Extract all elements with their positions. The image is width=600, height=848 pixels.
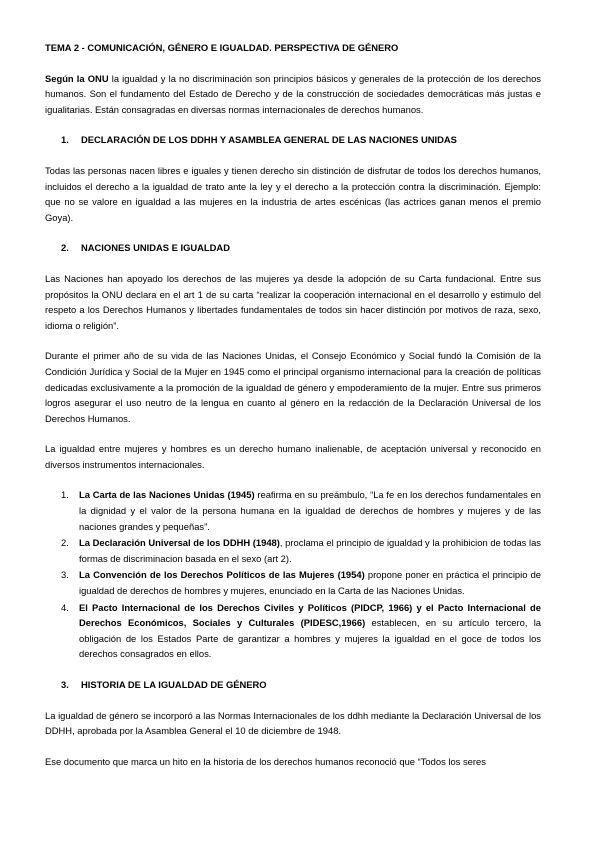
section-2-paragraph-3: La igualdad entre mujeres y hombres es un derecho humano inalienable, de aceptación universal y reconocido en diversos instrumentos internacionales. [45, 443, 541, 470]
list-item-bold: El Pacto Internacional de los Derechos Civiles y Políticos (PIDCP, 1966) y el Pacto Internacional de Derechos Económicos, Sociales y Culturales (PIDESC,1966) [79, 601, 541, 629]
section-2-paragraph-2: Durante el primer año de su vida de las Naciones Unidas, el Consejo Económico y Social fundó la Comisión de la Condición Jurídica y Social de la Mujer en 1945 como el principal organismo internacional para la creación de políticas dedicadas exclusivamente a la promoción de la igualdad de género y empoderamiento de la mujer. Entre sus primeros logros asegurar el uso neutro de la lengua en cuanto al género en la redacción de la Declaración Universal de los Derechos Humanos. [45, 350, 541, 424]
section-2-paragraph-1: Las Naciones han apoyado los derechos de las mujeres ya desde la adopción de su Carta fundacional. Entre sus propósitos la ONU declara en el art 1 de su carta “realizar la cooperación internacional en el desarrollo y estimulo del respeto a los Derechos Humanos y libertades fundamentales de todos sin hacer distinción por motivos de raza, sexo, idioma o religión”. [45, 272, 541, 331]
list-item-text: reafirma en su preámbulo, “La fe en los derechos fundamentales en la dignidad y el valor de la persona humana en la igualdad de derechos de hombres y mujeres y de las naciones grandes y pequeñas”. [79, 489, 541, 532]
section-3-title: HISTORIA DE LA IGUALDAD DE GÉNERO [81, 679, 267, 690]
list-item-body [79, 600, 541, 662]
list-item-text: , proclama el principio de igualdad y la prohibicion de todas las formas de discriminacion basada en el sexo (art 2). [79, 537, 541, 564]
list-item [45, 600, 541, 662]
section-2-number: 2. [61, 242, 69, 254]
section-2-title: NACIONES UNIDAS E IGUALDAD [81, 242, 230, 254]
section-2-heading [45, 240, 541, 256]
instruments-list [45, 487, 541, 662]
list-item-bold: La Carta de las Naciones Unidas (1945) [79, 489, 255, 501]
list-item-number: 3. [61, 569, 69, 581]
document-page [45, 40, 541, 784]
section-1-number: 1. [61, 134, 69, 146]
list-item-bold: La Convención de los Derechos Políticos de las Mujeres (1954) [79, 569, 365, 581]
list-item-body [79, 535, 541, 566]
section-3-paragraph-1: La igualdad de género se incorporó a las Normas Internacionales de los ddhh mediante la Declaración Universal de los DDHH, aprobada por la Asamblea General el 10 de diciembre de 1948. [45, 709, 541, 737]
list-item [45, 567, 541, 598]
section-3-paragraph-2: Ese documento que marca un hito en la historia de los derechos humanos reconoció que “Todos los seres [45, 755, 486, 767]
list-item [45, 487, 541, 534]
section-3-number: 3. [61, 679, 69, 690]
document-title: TEMA 2 - COMUNICACIÓN, GÉNERO E IGUALDAD. PERSPECTIVA DE GÉNERO [45, 42, 399, 53]
list-item-text: propone poner en práctica el principio de igualdad de derechos de hombres y mujeres, enunciado en la Carta de las Naciones Unidas. [79, 569, 541, 597]
list-item-number: 1. [61, 489, 69, 501]
list-item [45, 535, 541, 566]
list-item-number: 2. [61, 537, 69, 549]
list-item-number: 4. [61, 601, 69, 613]
section-1-heading [45, 132, 541, 148]
intro-text: la igualdad y la no discriminación son principios básicos y generales de la protección de los derechos humanos. Son el fundamento del Estado de Derecho y de la construcción de sociedades democráticas más justas e igualitarias. Están consagradas en diversas normas internacionales de derechos humanos. [45, 72, 541, 115]
intro-paragraph [45, 71, 541, 118]
section-1-paragraph: Todas las personas nacen libres e iguales y tienen derecho sin distinción de disfrutar de todos los derechos humanos, incluidos el derecho a la igualdad de trato ante la ley y el derecho a la protección contra la discriminación. Ejemplo: que no se valore en igualdad a las mujeres en la industria de artes escénicas (las actrices ganan menos el premio Goya). [45, 164, 541, 223]
list-item-body [79, 487, 541, 534]
section-1-title: DECLARACIÓN DE LOS DDHH Y ASAMBLEA GENERAL DE LAS NACIONES UNIDAS [81, 134, 457, 146]
intro-lead: Según la ONU [45, 72, 109, 84]
list-item-text: establecen, en su artículo tercero, la obligación de los Estados Parte de garantizar a hombres y mujeres la igualdad en el goce de todos los derechos consagrados en ellos. [79, 617, 541, 660]
section-3-heading [45, 677, 541, 693]
list-item-body [79, 567, 541, 598]
list-item-bold: La Declaración Universal de los DDHH (1948) [79, 537, 280, 549]
